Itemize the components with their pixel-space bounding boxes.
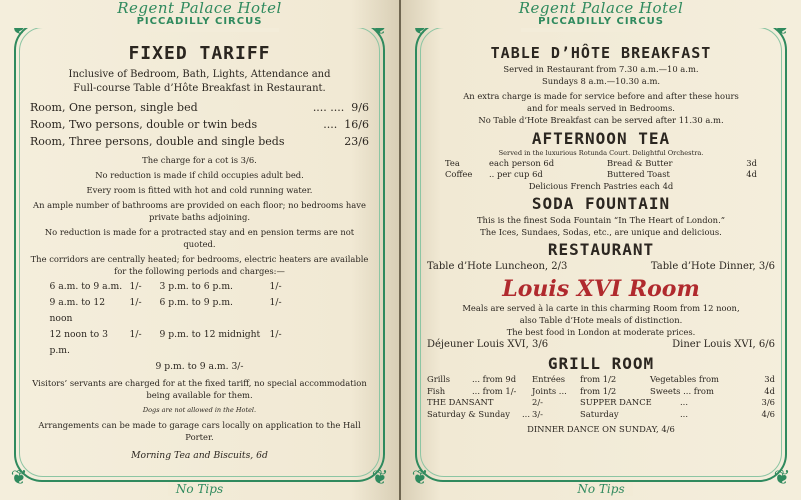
right-footer bbox=[401, 482, 801, 496]
grill-cell: 3d bbox=[764, 374, 775, 384]
soda-fountain-title: SODA FOUNTAIN bbox=[531, 194, 671, 213]
soda-line: The Ices, Sundaes, Sodas, etc., are unique and delicious. bbox=[480, 227, 722, 237]
heater-period: 6 p.m. to 9 p.m. bbox=[159, 297, 233, 308]
hotel-location: PICCADILLY CIRCUS bbox=[136, 16, 263, 27]
tea-price: 3d bbox=[746, 158, 757, 168]
diner-price: Diner Louis XVI, 6/6 bbox=[672, 339, 775, 350]
afternoon-tea-subtitle: Served in the luxurious Rotunda Court. Delightful Orchestra. bbox=[498, 149, 704, 157]
heater-period: 3 p.m. to 6 p.m. bbox=[159, 281, 233, 292]
right-content bbox=[427, 44, 775, 435]
louis-xvi-room-title: Louis XVI Room bbox=[502, 276, 700, 302]
louis-line: The best food in London at moderate prices. bbox=[506, 327, 696, 337]
right-header bbox=[401, 0, 801, 28]
afternoon-tea-title: AFTERNOON TEA bbox=[531, 129, 671, 148]
room-rate-row bbox=[30, 116, 369, 133]
breakfast-line: Sundays 8 a.m.—10.30 a.m. bbox=[541, 76, 661, 86]
room-dots: .... bbox=[323, 118, 338, 131]
pastries-line: Delicious French Pastries each 4d bbox=[528, 181, 674, 191]
left-page bbox=[0, 0, 399, 500]
louis-prices bbox=[427, 338, 775, 352]
note-reduction: No reduction is made for a protracted stay and en pension terms are not quoted. bbox=[44, 227, 355, 249]
grill-cell: Joints ... bbox=[532, 385, 567, 396]
room-price: 9/6 bbox=[351, 101, 369, 114]
tea-item: Buttered Toast bbox=[607, 169, 670, 179]
breakfast-title: TABLE D’HÔTE BREAKFAST bbox=[490, 44, 712, 62]
room-label: Room, One person, single bed bbox=[30, 101, 198, 114]
ornament-icon: ❦ bbox=[10, 465, 28, 489]
grill-cell: Entrées bbox=[532, 374, 566, 384]
dinner-dance-line: DINNER DANCE ON SUNDAY, 4/6 bbox=[527, 424, 675, 434]
grill-cell: 3/- bbox=[532, 408, 543, 419]
heater-period: 9 a.m. to 12 noon bbox=[49, 297, 106, 324]
grill-cell: Saturday bbox=[580, 408, 619, 419]
intro-line: Inclusive of Bedroom, Bath, Lights, Attendance and bbox=[68, 69, 331, 80]
grill-cell: ... bbox=[680, 408, 688, 419]
soda-line: This is the finest Soda Fountain “In The Heart of London.” bbox=[476, 215, 726, 225]
heater-row bbox=[50, 295, 350, 327]
grill-row bbox=[427, 397, 777, 409]
note-child: No reduction is made if child occupies adult bed. bbox=[95, 170, 304, 180]
grill-price-table bbox=[427, 374, 777, 420]
ornament-icon: ❦ bbox=[773, 465, 791, 489]
heater-charge: 1/- bbox=[129, 329, 142, 340]
grill-cell: from 1/2 bbox=[580, 385, 617, 396]
hotel-name: Regent Palace Hotel bbox=[117, 0, 282, 17]
room-label: Room, Three persons, double and single beds bbox=[30, 135, 285, 148]
room-rate-row bbox=[30, 99, 369, 116]
dejeuner-price: Déjeuner Louis XVI, 3/6 bbox=[427, 339, 549, 350]
heater-row bbox=[50, 327, 350, 359]
note-dogs: Dogs are not allowed in the Hotel. bbox=[142, 406, 257, 414]
note-water: Every room is fitted with hot and cold running water. bbox=[86, 185, 313, 195]
tea-price-table bbox=[445, 158, 757, 180]
dinner-price: Table d’Hote Dinner, 3/6 bbox=[650, 261, 775, 272]
heater-charge: 1/- bbox=[129, 297, 142, 308]
heater-row bbox=[50, 279, 350, 295]
hotel-location: PICCADILLY CIRCUS bbox=[538, 16, 664, 27]
room-price: 16/6 bbox=[344, 118, 369, 131]
grill-cell: THE DANSANT bbox=[427, 397, 494, 407]
left-footer bbox=[0, 482, 399, 496]
tea-price: .. per cup 6d bbox=[489, 169, 543, 179]
heater-period: 12 noon to 3 p.m. bbox=[49, 329, 108, 356]
heater-charge: 1/- bbox=[269, 329, 282, 340]
luncheon-price: Table d’Hote Luncheon, 2/3 bbox=[427, 261, 568, 272]
ornament-icon: ❦ bbox=[371, 465, 389, 489]
grill-cell: 3/6 bbox=[761, 397, 775, 407]
breakfast-note: and for meals served in Bedrooms. bbox=[527, 103, 675, 113]
louis-line: also Table d’Hote meals of distinction. bbox=[519, 315, 683, 325]
louis-line: Meals are served à la carte in this charming Room from 12 noon, bbox=[462, 303, 740, 313]
heater-charge: 1/- bbox=[269, 297, 282, 308]
grill-row bbox=[427, 386, 777, 398]
room-rate-row bbox=[30, 133, 369, 150]
tea-price: each person 6d bbox=[489, 158, 555, 168]
heater-period: 6 a.m. to 9 a.m. bbox=[49, 281, 123, 292]
intro-line: Full-course Table d’Hôte Breakfast in Restaurant. bbox=[73, 83, 326, 94]
breakfast-note: No Table d’Hote Breakfast can be served after 11.30 a.m. bbox=[478, 115, 724, 125]
note-garage: Arrangements can be made to garage cars locally on application to the Hall Porter. bbox=[38, 420, 361, 442]
morning-tea: Morning Tea and Biscuits, 6d bbox=[131, 450, 268, 461]
fixed-tariff-title: FIXED TARIFF bbox=[128, 43, 271, 64]
note-cot: The charge for a cot is 3/6. bbox=[142, 155, 257, 165]
note-heating: The corridors are centrally heated; for bedrooms, electric heaters are available for the following periods and charges:— bbox=[30, 254, 369, 276]
no-tips-label: No Tips bbox=[168, 482, 231, 496]
left-header bbox=[0, 0, 399, 28]
tea-item: Bread & Butter bbox=[607, 158, 673, 168]
grill-cell: Fish bbox=[427, 385, 446, 396]
room-price: 23/6 bbox=[344, 135, 369, 148]
heater-period: 9 p.m. to 12 midnight bbox=[159, 329, 261, 340]
grill-room-title: GRILL ROOM bbox=[547, 354, 655, 373]
grill-cell: ... from 1/- bbox=[472, 385, 517, 396]
room-label: Room, Two persons, double or twin beds bbox=[30, 118, 258, 131]
grill-cell: SUPPER DANCE bbox=[580, 397, 652, 407]
ornament-icon: ❦ bbox=[411, 465, 429, 489]
right-page bbox=[401, 0, 801, 500]
room-dots: .... .... bbox=[312, 101, 345, 114]
grill-cell: Grills bbox=[427, 374, 451, 384]
grill-cell: 4d bbox=[764, 385, 775, 396]
left-content bbox=[30, 44, 369, 462]
heater-table bbox=[50, 279, 350, 375]
hotel-name: Regent Palace Hotel bbox=[518, 0, 684, 17]
tea-row bbox=[445, 169, 757, 180]
breakfast-line: Served in Restaurant from 7.30 a.m.—10 a.m. bbox=[503, 64, 699, 74]
grill-cell: Saturday & Sunday bbox=[427, 408, 510, 419]
room-rates bbox=[30, 99, 369, 150]
restaurant-prices bbox=[427, 260, 775, 274]
grill-cell: 2/- bbox=[532, 397, 543, 407]
restaurant-title: RESTAURANT bbox=[547, 240, 655, 259]
breakfast-note: An extra charge is made for service before and after these hours bbox=[463, 91, 739, 101]
grill-cell: ... from 9d bbox=[472, 374, 517, 384]
tea-price: 4d bbox=[746, 169, 757, 179]
grill-row bbox=[427, 409, 777, 421]
note-servants: Visitors’ servants are charged for at the fixed tariff, no special accommodation being available for them. bbox=[32, 378, 367, 400]
grill-cell: from 1/2 bbox=[580, 374, 617, 384]
heater-charge: 1/- bbox=[129, 281, 142, 292]
tea-item: Tea bbox=[445, 158, 460, 168]
no-tips-label: No Tips bbox=[569, 482, 632, 496]
heater-charge: 1/- bbox=[269, 281, 282, 292]
grill-cell: ... bbox=[522, 408, 530, 419]
grill-cell: 4/6 bbox=[761, 408, 775, 419]
grill-cell: Sweets ... from bbox=[650, 385, 714, 396]
tea-row bbox=[445, 158, 757, 169]
grill-cell: Vegetables from bbox=[650, 374, 719, 384]
grill-cell bbox=[522, 397, 532, 409]
note-bathrooms: An ample number of bathrooms are provided on each floor; no bedrooms have private baths adjoining. bbox=[33, 200, 366, 222]
tea-item: Coffee bbox=[445, 169, 473, 179]
grill-cell: ... bbox=[680, 397, 688, 407]
grill-row bbox=[427, 374, 777, 386]
heater-row-overnight: 9 p.m. to 9 a.m. 3/- bbox=[155, 361, 244, 372]
